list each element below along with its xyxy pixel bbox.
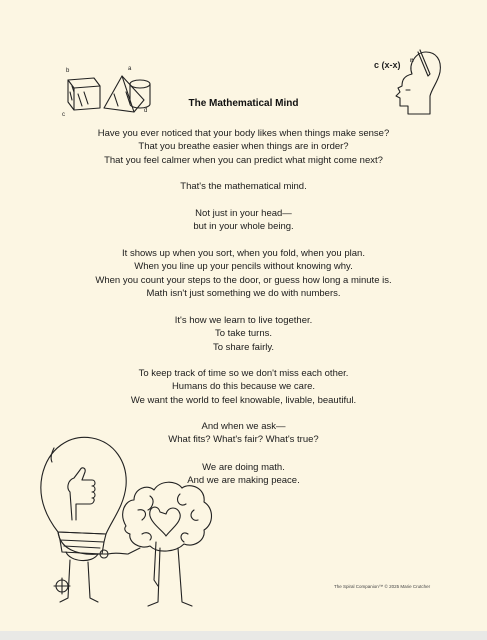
poem-line: We are doing math. — [202, 462, 285, 473]
shape-label-b: b — [66, 68, 70, 74]
stanza-6 — [0, 367, 487, 407]
shape-label-d: d — [144, 108, 148, 114]
poem-line: To take turns. — [214, 328, 273, 340]
shape-label-c: c — [62, 112, 65, 118]
poem-line: And we are making peace. — [187, 475, 300, 487]
lightbulb-brain-illustration — [30, 430, 220, 615]
poem-line: It shows up when you sort, when you fold, when you plan. — [122, 248, 365, 259]
poem-line: What fits? What's fair? What's true? — [168, 434, 319, 446]
stanza-2 — [0, 180, 487, 193]
head-formula-exponent: n — [410, 58, 414, 64]
poem-line: That you breathe easier when things are in order? — [138, 141, 349, 153]
poem-line: To share fairly. — [212, 341, 275, 353]
poem-line: Math isn't just something we do with numbers. — [146, 288, 341, 300]
head-formula: c (x-x) — [374, 60, 401, 70]
stanza-1 — [0, 127, 487, 167]
poem-line: It's how we learn to live together. — [174, 315, 313, 326]
poem-line: When you count your steps to the door, or guess how long a minute is. — [95, 274, 392, 286]
poem-line: And when we ask— — [201, 421, 286, 432]
poem-line: That you feel calmer when you can predict what might come next? — [104, 154, 383, 166]
geometric-shapes-illustration — [60, 64, 160, 120]
poem-line: Not just in your head— — [195, 208, 292, 219]
poem-line: but in your whole being. — [193, 221, 294, 233]
copyright-footer: The Spiral Companion™ © 2025 Marie Crutcher — [334, 584, 431, 589]
stanza-3 — [0, 207, 487, 234]
poem-line: To keep track of time so we don't miss each other. — [138, 368, 349, 379]
stanza-4 — [0, 247, 487, 301]
poem-line: When you line up your pencils without knowing why. — [134, 261, 353, 273]
poem-line: We want the world to feel knowable, livable, beautiful. — [130, 394, 357, 406]
shape-label-a: a — [128, 66, 132, 72]
poem-line: Humans do this because we care. — [171, 381, 316, 393]
poem-title: The Mathematical Mind — [188, 98, 299, 109]
stanza-5 — [0, 314, 487, 354]
poem-line: That's the mathematical mind. — [180, 181, 307, 192]
poem-line: Have you ever noticed that your body likes when things make sense? — [97, 128, 390, 139]
